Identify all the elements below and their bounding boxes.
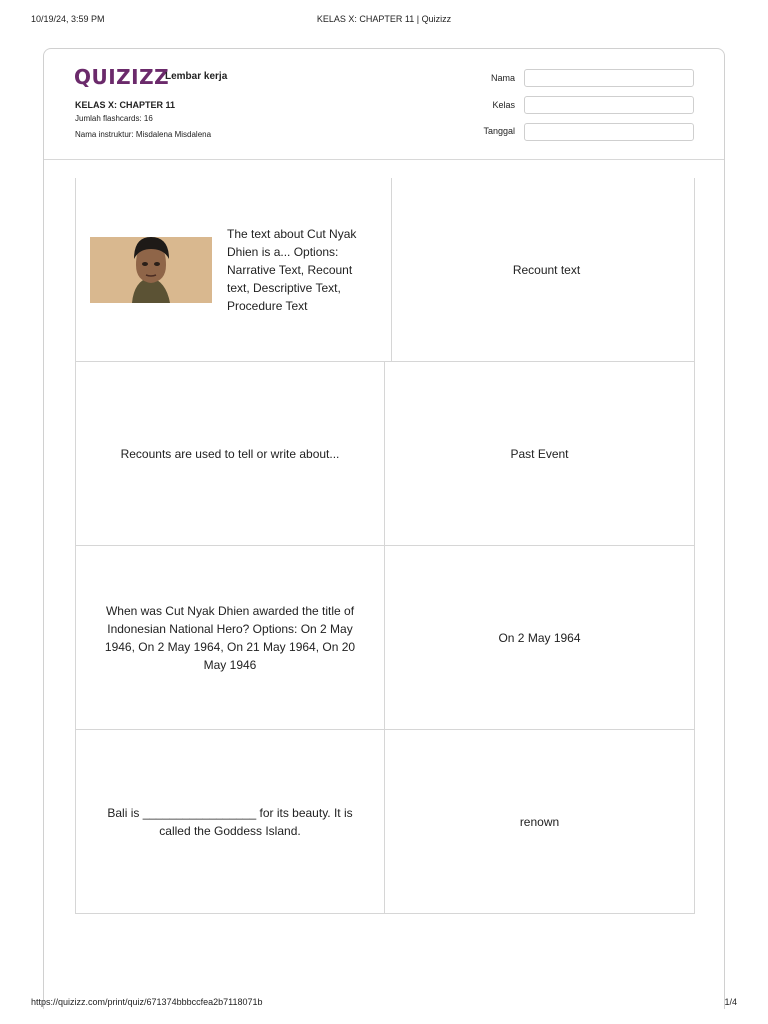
question-text: Recounts are used to tell or write about... xyxy=(120,446,340,461)
date-field-label: Tanggal xyxy=(483,126,515,136)
name-field-label: Nama xyxy=(490,73,515,83)
portrait-image xyxy=(90,237,212,303)
flashcard-row xyxy=(76,178,694,362)
answer-cell xyxy=(392,178,701,361)
answer-cell xyxy=(385,362,694,545)
answer-cell xyxy=(385,546,694,729)
quizizz-logo: QUIZIZZ xyxy=(74,65,170,89)
portrait-illustration xyxy=(90,237,212,303)
flashcard-table xyxy=(75,178,695,914)
print-page-title: KELAS X: CHAPTER 11 | Quizizz xyxy=(316,14,452,24)
answer-text: Recount text xyxy=(512,262,581,277)
print-url: https://quizizz.com/print/quiz/671374bbbccfea2b7118071b xyxy=(31,997,263,1007)
print-footer xyxy=(0,997,768,1011)
name-field[interactable] xyxy=(524,69,694,87)
flashcard-row xyxy=(76,546,694,730)
class-field[interactable] xyxy=(524,96,694,114)
answer-cell xyxy=(385,730,694,913)
answer-text: On 2 May 1964 xyxy=(498,630,581,645)
question-text: Bali is _________________ for its beauty. It is called the Goddess Island. xyxy=(107,805,353,838)
question-text: When was Cut Nyak Dhien awarded the title of Indonesian National Hero? Options: On 2 May 1946, On 2 May 1964, On 21 May 1964, On 20 May 1946 xyxy=(104,603,356,672)
page-number: 1/4 xyxy=(724,997,737,1007)
worksheet-type-label: Lembar kerja xyxy=(165,71,228,82)
question-cell xyxy=(76,362,385,545)
question-cell xyxy=(76,178,392,361)
worksheet-title: KELAS X: CHAPTER 11 xyxy=(75,100,176,110)
answer-text: Past Event xyxy=(510,446,569,461)
instructor-name: Nama instruktur: Misdalena Misdalena xyxy=(75,130,212,139)
flashcard-count: Jumlah flashcards: 16 xyxy=(75,114,153,123)
class-field-label: Kelas xyxy=(492,100,515,110)
print-header xyxy=(0,14,768,28)
question-text: The text about Cut Nyak Dhien is a... Options: Narrative Text, Recount text, Descriptive Text, Procedure Text xyxy=(227,226,357,313)
flashcard-row xyxy=(76,730,694,914)
date-field[interactable] xyxy=(524,123,694,141)
worksheet xyxy=(43,48,725,1009)
worksheet-header xyxy=(44,49,724,160)
question-cell xyxy=(76,730,385,913)
question-cell xyxy=(76,546,385,729)
print-datetime: 10/19/24, 3:59 PM xyxy=(31,14,105,24)
answer-text: renown xyxy=(519,814,560,829)
flashcard-row xyxy=(76,362,694,546)
